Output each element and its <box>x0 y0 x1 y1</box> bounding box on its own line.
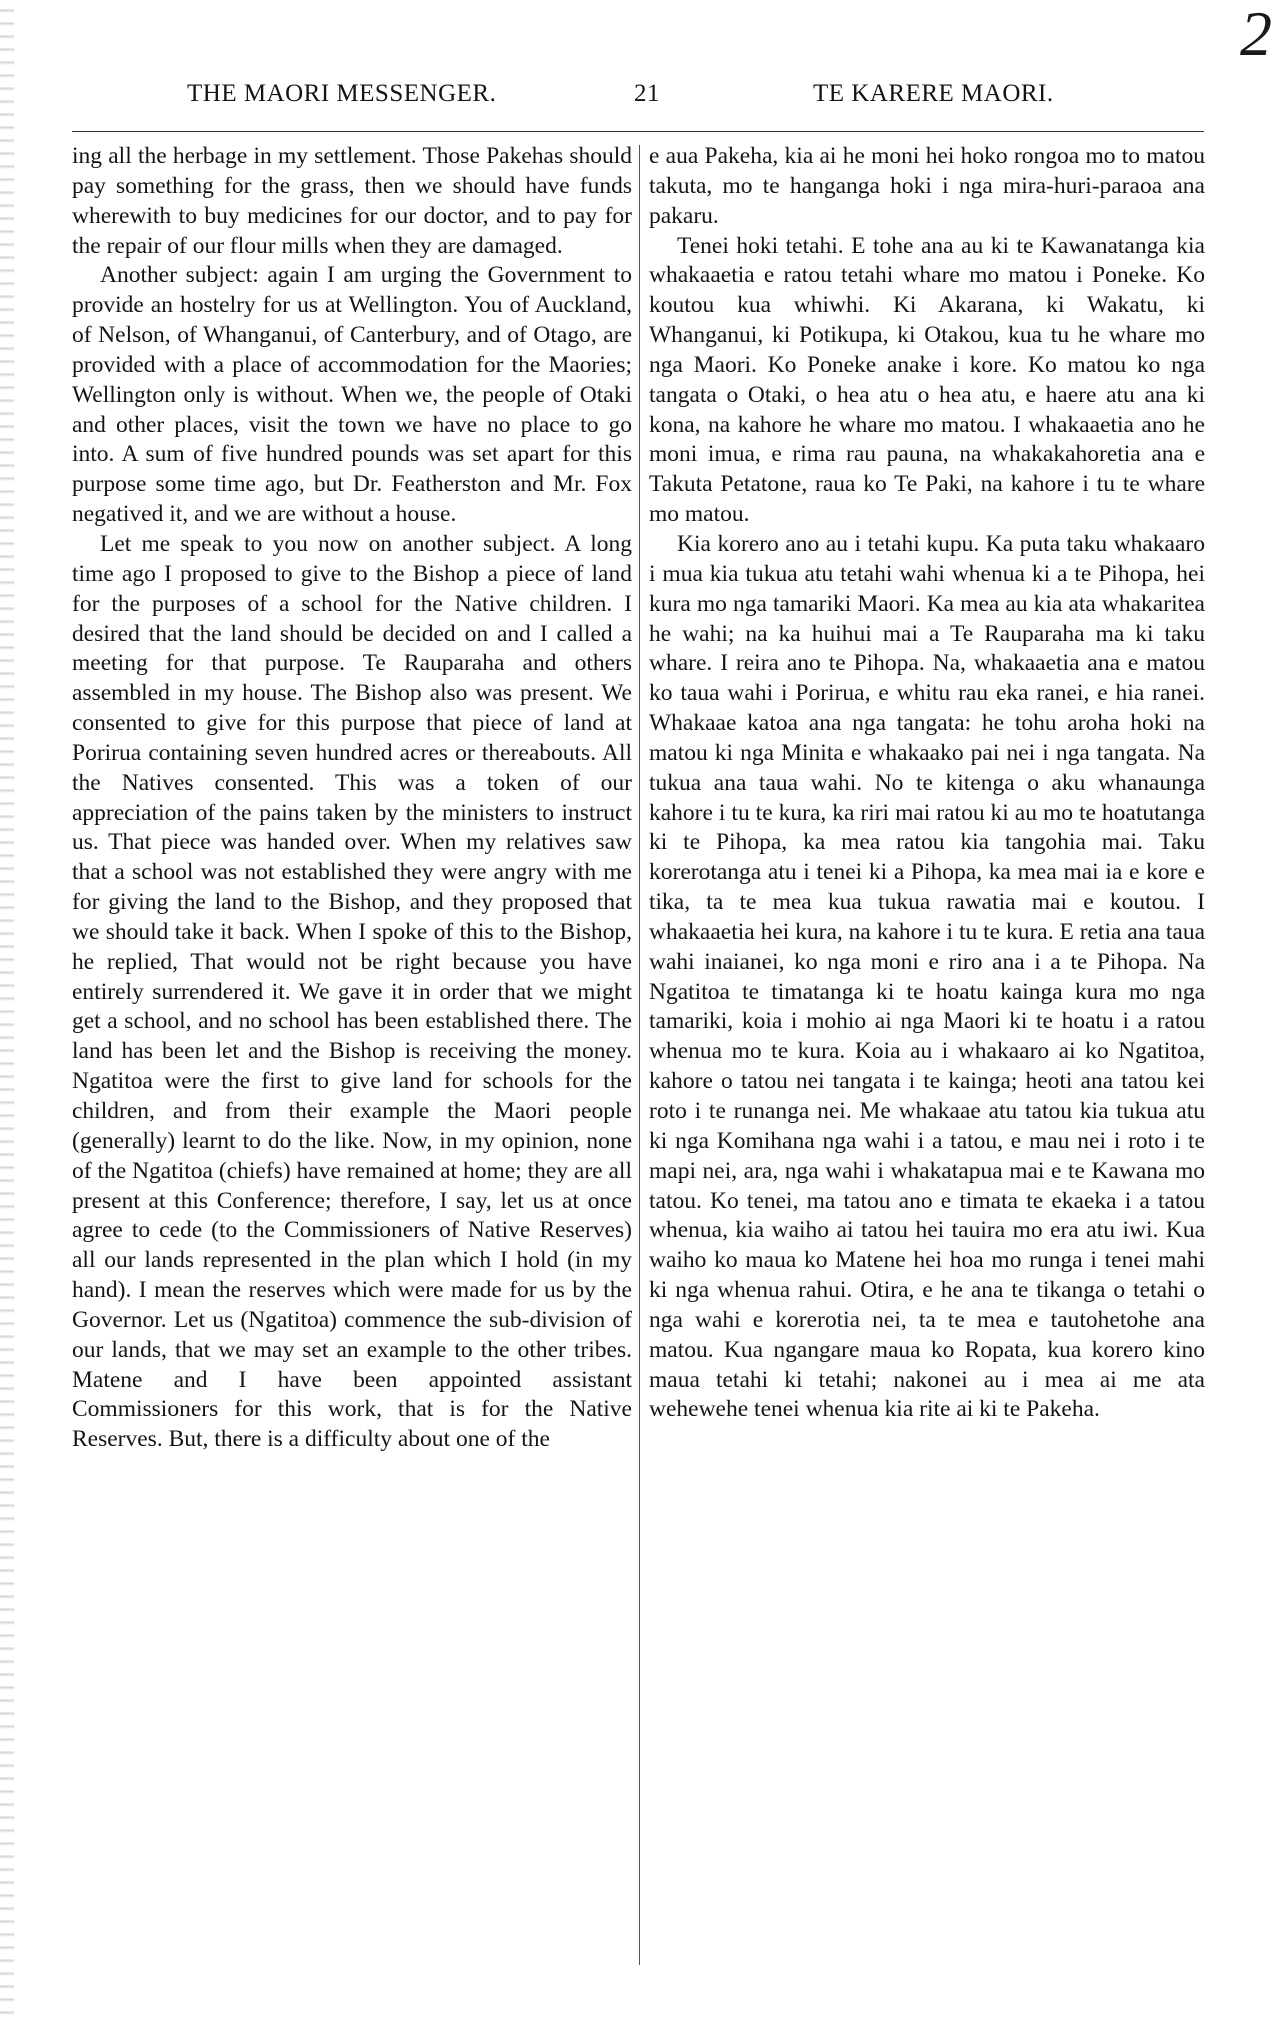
header-rule <box>72 131 1204 132</box>
english-column <box>72 142 632 1455</box>
handwritten-page-mark: 2 <box>1240 0 1272 69</box>
header-english-title: THE MAORI MESSENGER. <box>187 80 497 107</box>
column-divider <box>639 145 640 1965</box>
page-edge-shadow <box>0 0 14 2021</box>
english-paragraph-3: Let me speak to you now on another subject. A long time ago I proposed to give to the Bishop a piece of land for the purposes of a school for the Native children. I desired that the land should be decided on and I called a meeting for that purpose. Te Rauparaha and others assembled in my house. The Bishop also was present. We consented to give for this purpose that piece of land at Porirua containing seven hundred acres or thereabouts. All the Natives consented. This was a token of our appreciation of the pains taken by the ministers to instruct us. That piece was handed over. When my relatives saw that a school was not established they were angry with me for giving the land to the Bishop, and they proposed that we should take it back. When I spoke of this to the Bishop, he replied, That would not be right because you have entirely surrendered it. We gave it in order that we might get a school, and no school has been established there. The land has been let and the Bishop is receiving the money. Ngatitoa were the first to give land for schools for the children, and from their example the Maori people (generally) learnt to do the like. Now, in my opinion, none of the Ngatitoa (chiefs) have remained at home; they are all present at this Conference; therefore, I say, let us at once agree to cede (to the Commissioners of Native Reserves) all our lands represented in the plan which I hold (in my hand). I mean the reserves which were made for us by the Governor. Let us (Ngatitoa) commence the sub-division of our lands, that we may set an example to the other tribes. Matene and I have been appointed assistant Commissioners for this work, that is for the Native Reserves. But, there is a difficulty about one of the <box>72 530 632 1453</box>
page-header <box>70 80 1210 120</box>
maori-column <box>649 142 1205 1425</box>
header-maori-title: TE KARERE MAORI. <box>813 80 1054 107</box>
maori-paragraph-3: Kia korero ano au i tetahi kupu. Ka puta taku whakaaro i mua kia tukua atu tetahi wahi whenua ki a te Pihopa, hei kura mo nga tamariki Maori. Ka mea au kia ata whakaritea he wahi; na ka huihui mai a Te Rauparaha ma ki taku whare. I reira ano te Pihopa. Na, whakaaetia ana e matou ko taua wahi i Porirua, e whitu rau eka ranei, e hia ranei. Whakaae katoa ana nga tangata: he tohu aroha hoki na matou ki nga Minita e whakaako pai nei i nga tangata. Na tukua ana taua wahi. No te kitenga o aku whanaunga kahore i tu te kura, ka riri mai ratou ki au mo te hoatutanga ki te Pihopa, ka mea ratou kia tangohia mai. Taku korerotanga atu i tenei ki a Pihopa, ka mea mai ia e kore e tika, ta te mea kua tukua rawatia mai e koutou. I whakaaetia hei kura, na kahore i tu te kura. E retia ana taua wahi inaianei, ko nga moni e riro ana i a te Pihopa. Na Ngatitoa te timatanga ki te hoatu kainga kura mo nga tamariki, koia i mohio ai nga Maori ki te hoatu i a ratou whenua mo te kura. Koia au i whakaaro ai ko Ngatitoa, kahore o tatou nei tangata i te kainga; heoti ana tatou kei roto i te runanga nei. Me whakaae atu tatou kia tukua atu ki nga Komihana nga wahi i a tatou, e mau nei i roto i te mapi nei, ara, nga wahi i whakatapua mai e te Kawana mo tatou. Ko tenei, ma tatou ano e timata te ekaeka i a tatou whenua, kia waiho ai tatou hei tauira mo era atu iwi. Kua waiho ko maua ko Matene hei hoa mo runga i tenei mahi ki nga whenua rahui. Otira, e he ana te tikanga o tetahi o nga wahi e korerotia nei, ta te mea e tautohetohe ana matou. Kua ngangare maua ko Ropata, kua korero kino maua tetahi ki tetahi; nakonei au i mea ai me ata wehewehe tenei whenua kia rite ai ki te Pakeha. <box>649 530 1205 1423</box>
english-paragraph-1: ing all the herbage in my settlement. Those Pakehas should pay something for the grass, then we should have funds wherewith to buy medicines for our doctor, and to pay for the repair of our flour mills when they are damaged. <box>72 143 632 259</box>
english-paragraph-2: Another subject: again I am urging the Government to provide an hostelry for us at Wellington. You of Auckland, of Nelson, of Whanganui, of Canterbury, and of Otago, are provided with a place of accommodation for the Maories; Wellington only is without. When we, the people of Otaki and other places, visit the town we have no place to go into. A sum of five hundred pounds was set apart for this purpose some time ago, but Dr. Featherston and Mr. Fox negatived it, and we are without a house. <box>72 262 632 528</box>
maori-paragraph-1: e aua Pakeha, kia ai he moni hei hoko rongoa mo to matou takuta, mo te hanganga hoki i nga mira-huri-paraoa ana pakaru. <box>649 143 1205 229</box>
header-page-number: 21 <box>634 80 660 107</box>
maori-paragraph-2: Tenei hoki tetahi. E tohe ana au ki te Kawanatanga kia whakaaetia e ratou tetahi whare mo matou i Poneke. Ko koutou kua whiwhi. Ki Akarana, ki Wakatu, ki Whanganui, ki Potikupa, ki Otakou, kua tu he whare mo nga Maori. Ko Poneke anake i kore. Ko matou ko nga tangata o Otaki, o hea atu o hea atu, e haere atu ana ki kona, na kahore he whare mo matou. I whakaaetia ano he moni imua, e rima rau pauna, na whakakahoretia ana e Takuta Petatone, raua ko Te Paki, na kahore i tu te whare mo matou. <box>649 232 1205 528</box>
